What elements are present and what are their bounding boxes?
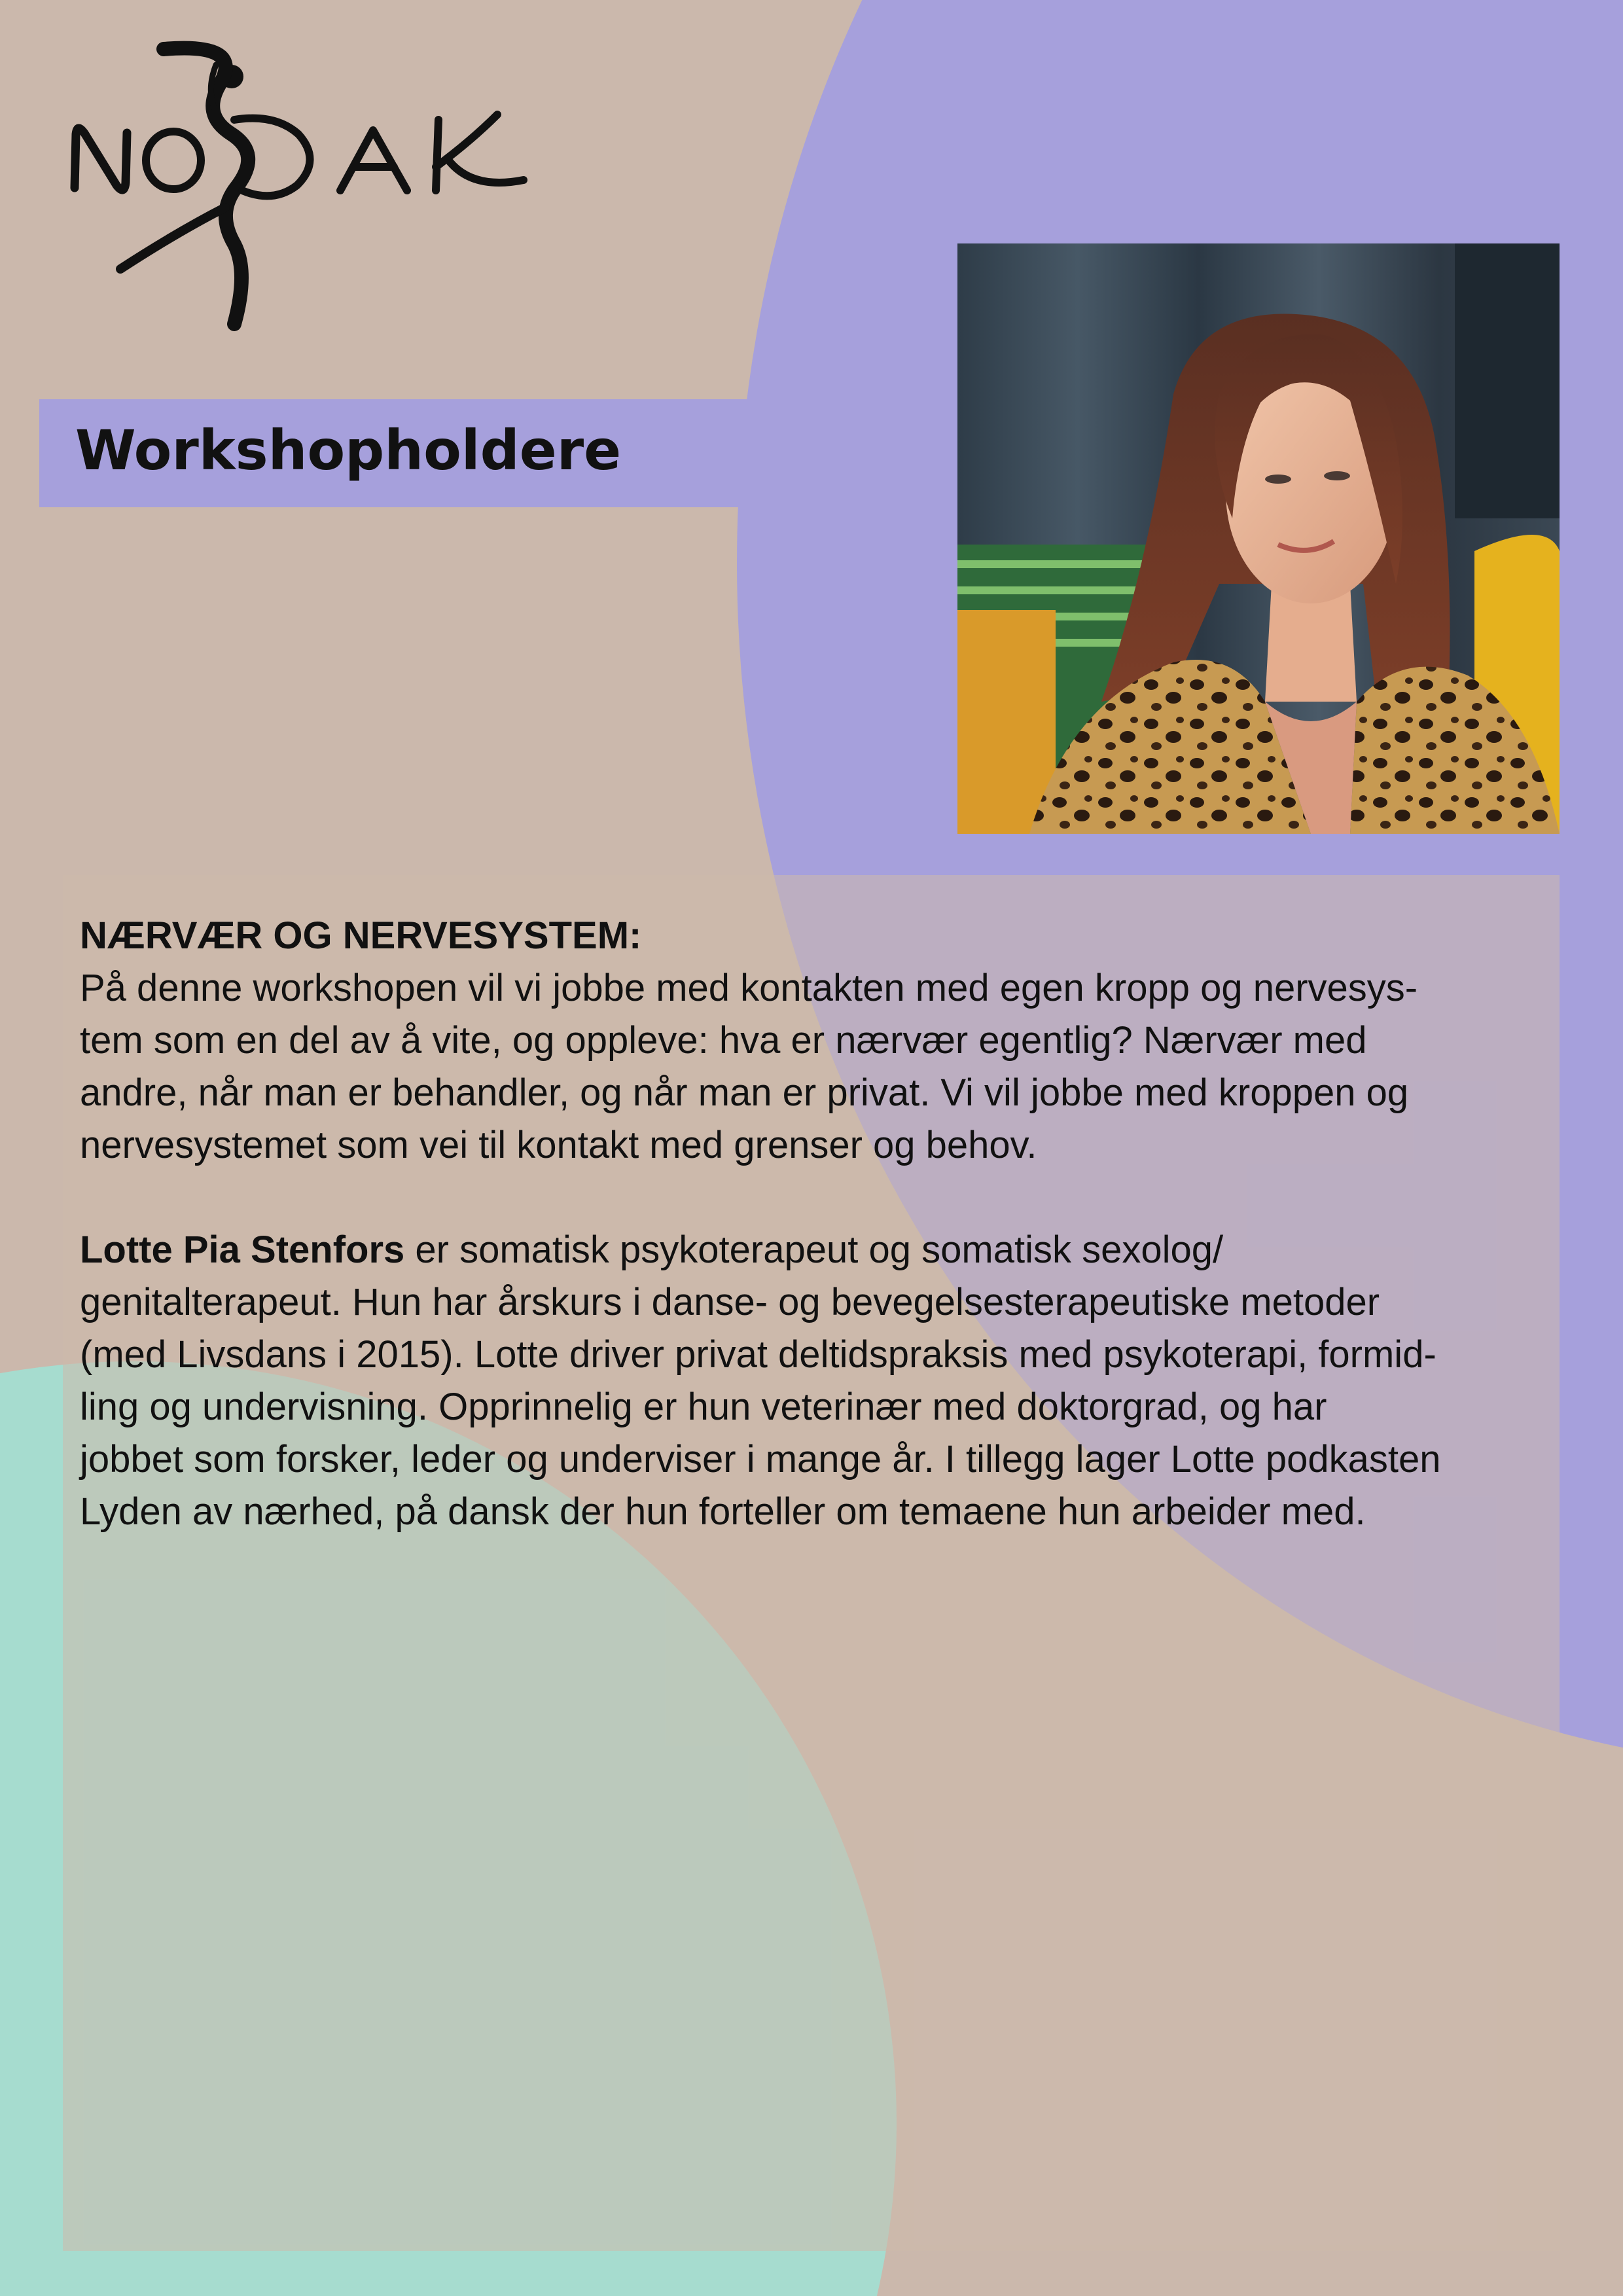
paragraph-line: jobbet som forsker, leder og underviser i mange år. I tillegg lager Lotte podkasten: [80, 1438, 1441, 1480]
paragraph-line: (med Livsdans i 2015). Lotte driver privat deltidspraksis med psykoterapi, formid-: [80, 1333, 1436, 1376]
paragraph-line: nervesystemet som vei til kontakt med grenser og behov.: [80, 1124, 1037, 1166]
paragraph-line: tem som en del av å vite, og oppleve: hva er nærvær egentlig? Nærvær med: [80, 1019, 1367, 1062]
page-title: Workshopholdere: [75, 418, 622, 482]
bio-first-line: [80, 1224, 1552, 1276]
paragraph-line: andre, når man er behandler, og når man er privat. Vi vil jobbe med kroppen og: [80, 1071, 1409, 1114]
section-heading: NÆRVÆR OG NERVESYSTEM:: [80, 914, 642, 957]
paragraph-line: ling og undervisning. Opprinnelig er hun veterinær med doktorgrad, og har: [80, 1386, 1327, 1428]
bio-first-line-text: er somatisk psykoterapeut og somatisk sexolog/: [404, 1229, 1224, 1271]
paragraph-line: Lyden av nærhed, på dansk der hun forteller om temaene hun arbeider med.: [80, 1490, 1366, 1533]
nordak-logo: [65, 36, 537, 350]
bio-name: Lotte Pia Stenfors: [80, 1229, 405, 1271]
paragraph-gap: [80, 1172, 1552, 1224]
portrait-photo: [957, 243, 1560, 834]
body-text: [80, 910, 1552, 1538]
paragraph-line: På denne workshopen vil vi jobbe med kontakten med egen kropp og nervesys-: [80, 967, 1418, 1009]
paragraph-line: genitalterapeut. Hun har årskurs i danse- og bevegelsesterapeutiske metoder: [80, 1281, 1380, 1323]
